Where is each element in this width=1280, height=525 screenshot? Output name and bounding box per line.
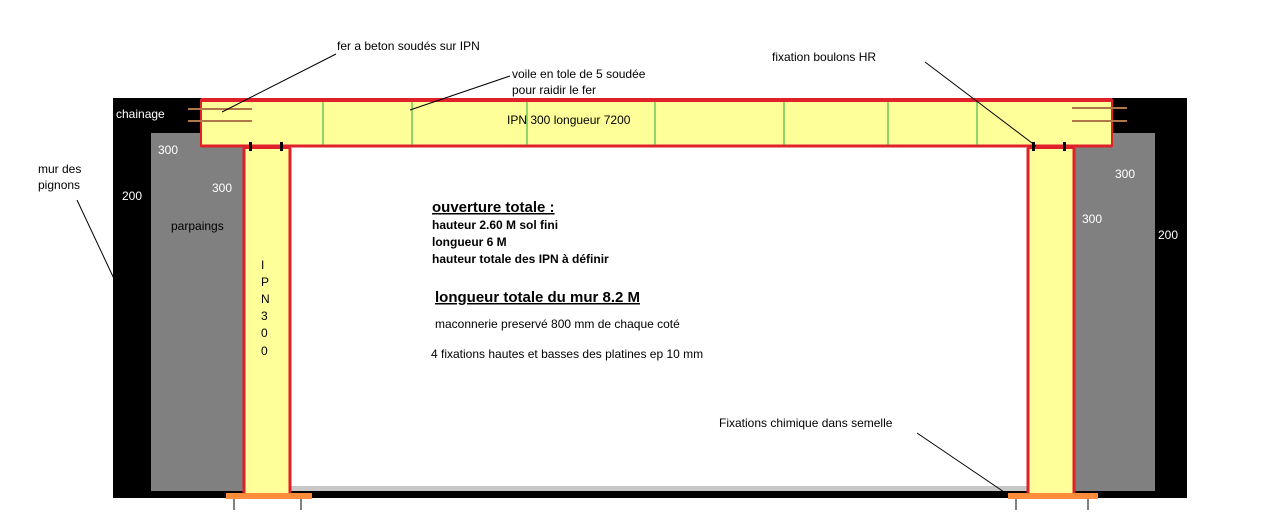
label-parpaings: parpaings xyxy=(171,219,224,233)
dim-left-300-top: 300 xyxy=(158,143,179,157)
label-fixation-boulons: fixation boulons HR xyxy=(772,50,877,64)
chemical-anchors xyxy=(234,499,1088,510)
label-beam: IPN 300 longueur 7200 xyxy=(507,113,631,127)
column-label-char: 0 xyxy=(261,326,268,340)
bolt xyxy=(1063,142,1066,151)
label-voile-line1: voile en tole de 5 soudée xyxy=(512,67,646,81)
dim-right-300-inner: 300 xyxy=(1082,212,1103,226)
label-voile-line2: pour raidir le fer xyxy=(512,83,597,97)
dim-left-200: 200 xyxy=(122,189,143,203)
wall-note1: maconnerie preservé 800 mm de chaque coté xyxy=(435,317,680,331)
column-label-char: P xyxy=(261,275,270,289)
label-fer-beton: fer a beton soudés sur IPN xyxy=(337,39,480,53)
ipn-beam xyxy=(201,100,1112,146)
column-label-char: I xyxy=(261,258,265,272)
opening-line2: longueur 6 M xyxy=(432,235,507,249)
bolt xyxy=(280,142,283,151)
wall-title: longueur totale du mur 8.2 M xyxy=(435,289,641,306)
label-fixations-chimique: Fixations chimique dans semelle xyxy=(719,416,893,430)
opening-title: ouverture totale : xyxy=(432,199,555,216)
left-gable-wall xyxy=(113,98,155,498)
dim-right-200: 200 xyxy=(1158,228,1179,242)
label-mur-line1: mur des xyxy=(38,162,82,176)
floor-strip xyxy=(291,486,1028,491)
chainage-band-right xyxy=(1110,98,1187,134)
right-parpaings-block xyxy=(1073,133,1155,491)
opening-line1: hauteur 2.60 M sol fini xyxy=(432,218,559,232)
column-label-char: 3 xyxy=(261,309,268,323)
label-mur-line2: pignons xyxy=(38,178,81,192)
wall-note2: 4 fixations hautes et basses des platines ep 10 mm xyxy=(431,347,704,361)
left-base-plate xyxy=(226,493,312,499)
leader-mur-pignons xyxy=(77,200,116,283)
column-label-char: 0 xyxy=(261,344,268,358)
right-ipn-column xyxy=(1028,148,1074,494)
dim-right-300-top: 300 xyxy=(1115,167,1136,181)
right-gable-wall xyxy=(1155,98,1187,498)
dim-left-300-inner: 300 xyxy=(212,181,233,195)
bolt xyxy=(249,142,252,151)
column-label-char: N xyxy=(261,292,270,306)
right-base-plate xyxy=(1008,493,1098,499)
opening-line3: hauteur totale des IPN à définir xyxy=(432,252,609,266)
label-chainage: chainage xyxy=(116,107,165,121)
